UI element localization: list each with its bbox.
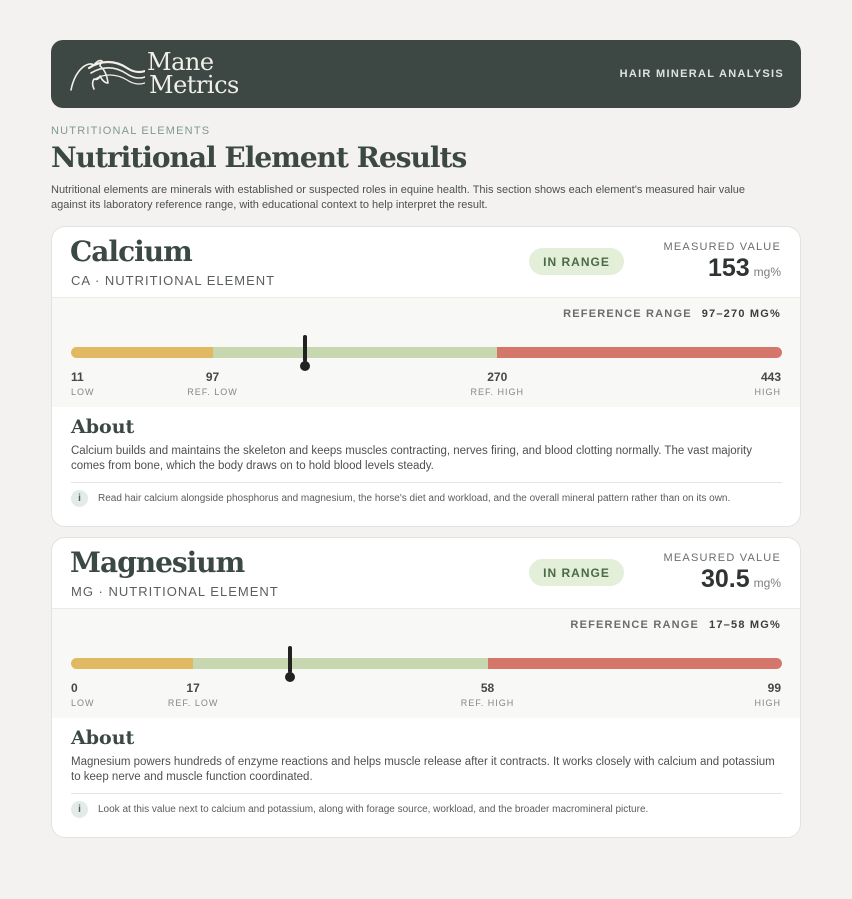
tick-ref-high-value: 270 xyxy=(487,370,508,384)
tick-high xyxy=(755,370,782,397)
marker-dot xyxy=(300,361,310,371)
card-header xyxy=(52,538,800,608)
tick-low-value: 11 xyxy=(71,370,84,384)
tick-ref-low-value: 17 xyxy=(186,681,200,695)
measured-value-marker xyxy=(285,646,295,682)
header-tag: HAIR MINERAL ANALYSIS xyxy=(619,68,784,80)
about-section xyxy=(52,407,800,507)
about-heading: About xyxy=(71,727,135,749)
range-segment-low xyxy=(71,347,213,358)
element-card-calcium xyxy=(51,226,801,527)
tick-low xyxy=(71,370,95,397)
interpretation-note xyxy=(71,793,782,818)
interpretation-note xyxy=(71,482,782,507)
element-name: Magnesium xyxy=(70,546,245,579)
note-text: Look at this value next to calcium and potassium, along with forage source, workload, and the broader macromineral picture. xyxy=(98,804,649,815)
tick-high-label: HIGH xyxy=(754,387,781,397)
range-bar xyxy=(71,347,782,358)
tick-ref-low xyxy=(168,681,219,708)
tick-low-label: LOW xyxy=(71,387,95,397)
about-section xyxy=(52,718,800,818)
about-text: Magnesium powers hundreds of enzyme reactions and helps muscle release after it contracts. It works closely with calcium and potassium to keep nerve and muscle function coordinated. xyxy=(71,756,775,783)
app-header xyxy=(51,40,801,108)
horse-head-icon xyxy=(67,52,145,96)
range-segment-high xyxy=(488,658,782,669)
tick-ref-low-value: 97 xyxy=(205,370,220,384)
measured-value xyxy=(708,254,781,283)
measured-value-number: 153 xyxy=(707,254,750,282)
tick-ref-low xyxy=(187,370,238,397)
reference-range-label: REFERENCE RANGE xyxy=(570,619,700,631)
range-panel xyxy=(52,608,800,718)
measured-value-label: MEASURED VALUE xyxy=(663,552,781,564)
tick-ref-high xyxy=(471,370,525,397)
range-segment-in-range xyxy=(213,347,498,358)
page-title: Nutritional Element Results xyxy=(51,141,467,174)
element-name: Calcium xyxy=(70,235,192,268)
tick-ref-high-label: REF. HIGH xyxy=(470,387,525,397)
range-segment-low xyxy=(71,658,193,669)
tick-high-value: 443 xyxy=(760,370,781,384)
marker-stem xyxy=(303,335,307,362)
reference-range-value: 17–58 MG% xyxy=(709,619,781,631)
measured-value-unit: mg% xyxy=(753,265,781,279)
logo-line-1: Mane xyxy=(147,48,214,76)
note-text: Read hair calcium alongside phosphorus and magnesium, the horse's diet and workload, and the overall mineral pattern rather than on its own. xyxy=(98,493,731,504)
measured-value-label: MEASURED VALUE xyxy=(663,241,781,253)
tick-ref-high-label: REF. HIGH xyxy=(460,698,515,708)
about-heading: About xyxy=(71,416,135,438)
tick-ref-high-value: 58 xyxy=(480,681,495,695)
measured-value-number: 30.5 xyxy=(700,565,750,593)
range-panel xyxy=(52,297,800,407)
logo-text xyxy=(147,48,239,99)
logo-line-2: Metrics xyxy=(149,71,239,99)
measured-value-unit: mg% xyxy=(753,576,781,590)
tick-high-value: 99 xyxy=(767,681,781,695)
marker-dot xyxy=(285,672,295,682)
reference-range xyxy=(563,308,781,320)
tick-low xyxy=(71,681,95,708)
range-segment-high xyxy=(497,347,782,358)
element-subtitle: MG · NUTRITIONAL ELEMENT xyxy=(71,584,279,599)
range-bar xyxy=(71,658,782,669)
logo[interactable] xyxy=(67,48,239,99)
measured-value xyxy=(701,565,781,594)
status-badge: IN RANGE xyxy=(529,559,624,586)
tick-high-label: HIGH xyxy=(754,698,781,708)
tick-ref-low-label: REF. LOW xyxy=(187,387,238,397)
section-eyebrow: NUTRITIONAL ELEMENTS xyxy=(51,125,211,137)
marker-stem xyxy=(288,646,292,673)
tick-low-label: LOW xyxy=(71,698,95,708)
tick-ref-low-label: REF. LOW xyxy=(167,698,219,708)
range-segment-in-range xyxy=(193,658,487,669)
reference-range-label: REFERENCE RANGE xyxy=(563,308,692,320)
element-subtitle: CA · NUTRITIONAL ELEMENT xyxy=(71,273,276,288)
card-header xyxy=(52,227,800,297)
tick-high xyxy=(755,681,782,708)
section-intro: Nutritional elements are minerals with established or suspected roles in equine health. This section shows each element's measured hair value against its laboratory reference range, with educational context to help interpret the result. xyxy=(51,184,746,211)
reference-range-value: 97–270 MG% xyxy=(701,308,781,320)
info-icon: i xyxy=(71,490,88,507)
info-icon: i xyxy=(71,801,88,818)
measured-value-marker xyxy=(300,335,310,371)
tick-low-value: 0 xyxy=(71,681,78,695)
status-badge: IN RANGE xyxy=(529,248,624,275)
tick-ref-high xyxy=(461,681,515,708)
about-text: Calcium builds and maintains the skeleton and keeps muscles contracting, nerves firing, and blood clotting normally. The vast majority comes from bone, which the body draws on to hold blood levels steady. xyxy=(71,445,752,472)
reference-range xyxy=(570,619,781,631)
element-card-magnesium xyxy=(51,537,801,838)
